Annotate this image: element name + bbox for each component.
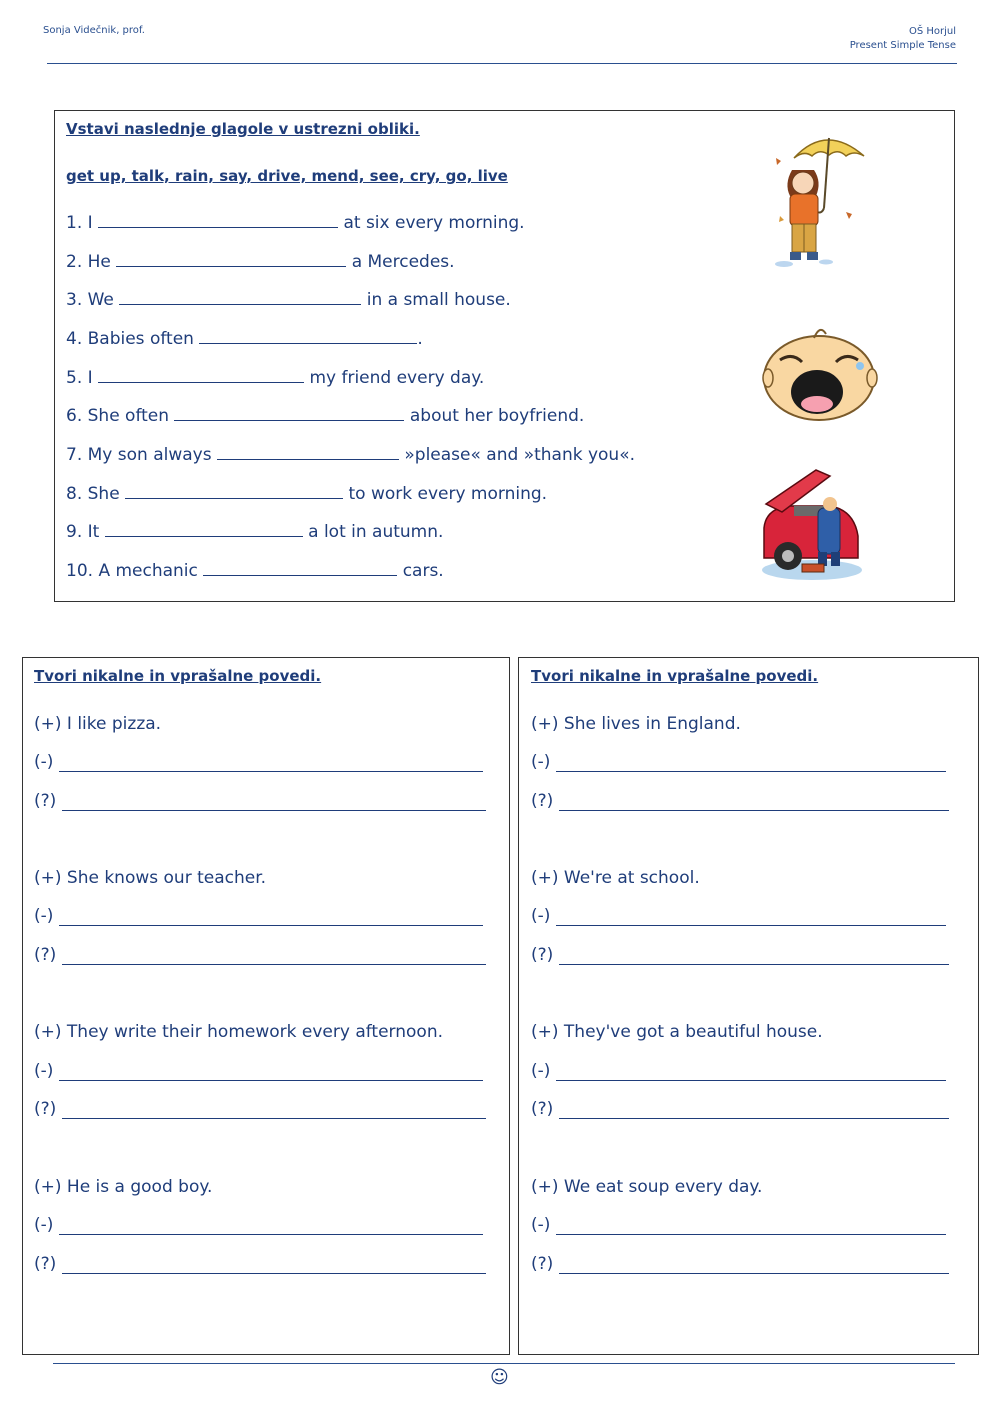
left-negative-1: (-) <box>34 752 483 772</box>
right-positive-4: (+) We eat soup every day. <box>531 1177 763 1197</box>
right-negative-2: (-) <box>531 906 946 926</box>
fill-item-3: 3. We in a small house. <box>66 290 511 310</box>
left-negative-3: (-) <box>34 1061 483 1081</box>
blank-input-5[interactable] <box>98 368 304 383</box>
answer-line[interactable] <box>556 911 946 926</box>
answer-line[interactable] <box>559 1104 949 1119</box>
blank-input-6[interactable] <box>174 406 404 421</box>
right-question-3: (?) <box>531 1099 949 1119</box>
topic-name: Present Simple Tense <box>849 40 956 51</box>
fill-item-10: 10. A mechanic cars. <box>66 561 444 581</box>
header-right <box>850 25 956 53</box>
left-question-2: (?) <box>34 945 486 965</box>
exercise-2-right-instruction: Tvori nikalne in vprašalne povedi. <box>531 667 819 685</box>
left-positive-1: (+) I like pizza. <box>34 714 162 734</box>
answer-line[interactable] <box>59 1220 483 1235</box>
left-negative-4: (-) <box>34 1215 483 1235</box>
answer-line[interactable] <box>59 1066 483 1081</box>
fill-item-4: 4. Babies often . <box>66 329 423 349</box>
answer-line[interactable] <box>62 1259 486 1274</box>
answer-line[interactable] <box>559 950 949 965</box>
girl-umbrella-illustration <box>766 128 870 274</box>
author-name: Sonja Videčnik, prof. <box>43 25 145 36</box>
blank-input-7[interactable] <box>217 445 399 460</box>
left-positive-2: (+) She knows our teacher. <box>34 868 267 888</box>
left-question-3: (?) <box>34 1099 486 1119</box>
verb-list: get up, talk, rain, say, drive, mend, see, cry, go, live <box>66 167 508 185</box>
answer-line[interactable] <box>62 796 486 811</box>
right-negative-1: (-) <box>531 752 946 772</box>
answer-line[interactable] <box>556 757 946 772</box>
fill-item-2: 2. He a Mercedes. <box>66 252 455 272</box>
school-name: OŠ Horjul <box>908 26 956 37</box>
fill-item-5: 5. I my friend every day. <box>66 368 485 388</box>
fill-item-6: 6. She often about her boyfriend. <box>66 406 585 426</box>
mechanic-car-illustration <box>760 466 864 582</box>
answer-line[interactable] <box>559 1259 949 1274</box>
header-divider <box>47 63 957 64</box>
right-question-2: (?) <box>531 945 949 965</box>
left-question-4: (?) <box>34 1254 486 1274</box>
answer-line[interactable] <box>556 1220 946 1235</box>
answer-line[interactable] <box>556 1066 946 1081</box>
crying-baby-illustration <box>762 320 880 424</box>
answer-line[interactable] <box>62 950 486 965</box>
exercise-1-instruction: Vstavi naslednje glagole v ustrezni obliki. <box>66 120 420 138</box>
answer-line[interactable] <box>59 911 483 926</box>
answer-line[interactable] <box>62 1104 486 1119</box>
blank-input-4[interactable] <box>199 329 417 344</box>
left-negative-2: (-) <box>34 906 483 926</box>
blank-input-10[interactable] <box>203 561 397 576</box>
fill-item-7: 7. My son always »please« and »thank you«. <box>66 445 636 465</box>
left-positive-3: (+) They write their homework every afternoon. <box>34 1022 443 1042</box>
footer-divider <box>53 1363 955 1364</box>
fill-item-8: 8. She to work every morning. <box>66 484 548 504</box>
right-negative-4: (-) <box>531 1215 946 1235</box>
exercise-2-left-instruction: Tvori nikalne in vprašalne povedi. <box>34 667 322 685</box>
right-negative-3: (-) <box>531 1061 946 1081</box>
right-question-1: (?) <box>531 791 949 811</box>
left-question-1: (?) <box>34 791 486 811</box>
right-question-4: (?) <box>531 1254 949 1274</box>
blank-input-3[interactable] <box>119 290 361 305</box>
right-positive-2: (+) We're at school. <box>531 868 700 888</box>
smiley-icon: ☺ <box>490 1367 509 1388</box>
blank-input-9[interactable] <box>105 522 303 537</box>
blank-input-1[interactable] <box>98 213 338 228</box>
fill-item-9: 9. It a lot in autumn. <box>66 522 444 542</box>
answer-line[interactable] <box>559 796 949 811</box>
blank-input-2[interactable] <box>116 252 346 267</box>
left-positive-4: (+) He is a good boy. <box>34 1177 213 1197</box>
right-positive-3: (+) They've got a beautiful house. <box>531 1022 823 1042</box>
answer-line[interactable] <box>59 757 483 772</box>
fill-item-1: 1. I at six every morning. <box>66 213 525 233</box>
right-positive-1: (+) She lives in England. <box>531 714 741 734</box>
blank-input-8[interactable] <box>125 484 343 499</box>
